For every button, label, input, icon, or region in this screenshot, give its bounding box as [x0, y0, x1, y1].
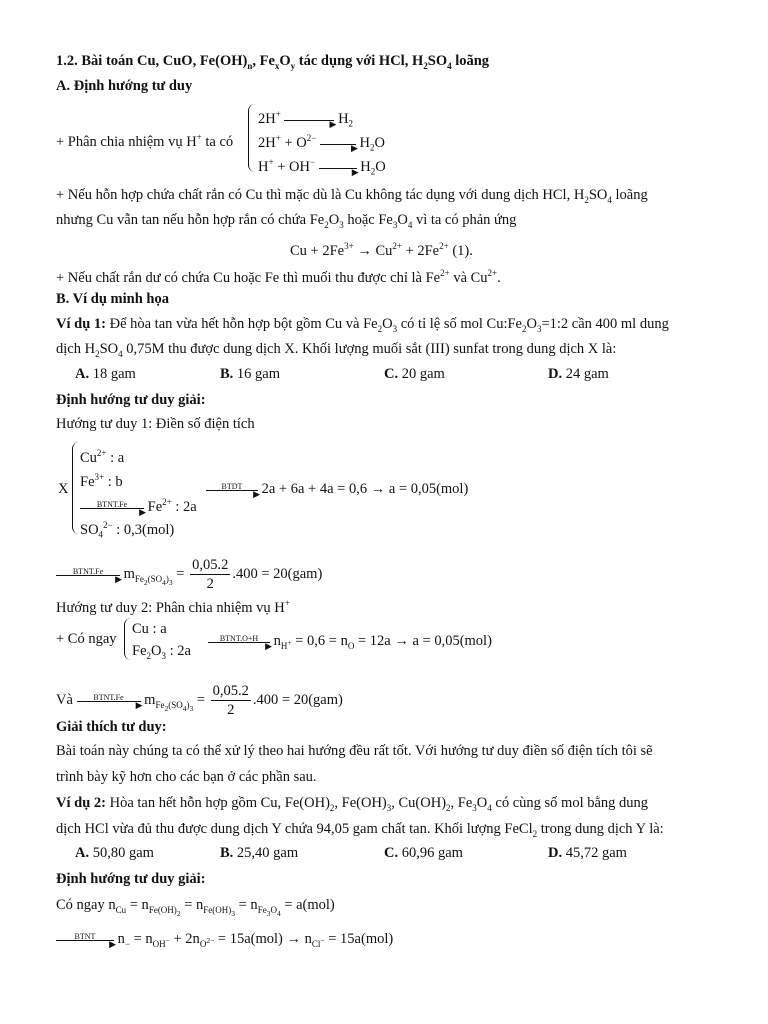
section-a-title: A. Định hướng tư duy: [56, 78, 193, 94]
section-heading: 1.2. Bài toán Cu, CuO, $Fe(OH)_n$, $Fe_xO_y$ tác dụng với HCl, $H_2SO_4$ loãng: [56, 53, 490, 71]
ex1-answer-a[interactable]: A. 18 gam: [75, 366, 136, 382]
example-1-question-cont: dịch $H_2SO_4$ 0,75M thu được dung dịch X. Khối lượng muối sắt (III) sunfat trong dung dịch X là:: [56, 341, 617, 359]
reaction-3: H+ + OH− ▶ $H_2O$: [258, 157, 386, 177]
paragraph-2: + Nếu chất rắn dư có chứa Cu hoặc Fe thì muối thu được chỉ là $Fe^{2+}$ và $Cu^{2+}$.: [56, 268, 501, 286]
paragraph-1: + Nếu hỗn hợp chứa chất rắn có Cu thì mặc dù là Cu không tác dụng với dung dịch HCl, $H_2SO_4$ loãng: [56, 187, 648, 205]
x-brace: [72, 442, 79, 534]
ex2-answer-b[interactable]: B. 25,40 gam: [220, 845, 299, 861]
approach-2: Hướng tư duy 2: Phân chia nhiệm vụ H+: [56, 598, 290, 616]
example-2-question-cont: dịch HCl vừa đủ thu được dung dịch Y chứa 94,05 gam chất tan. Khối lượng FeCl$_2$ trong dung dịch Y là:: [56, 821, 664, 839]
solution-heading: Định hướng tư duy giải:: [56, 392, 206, 408]
sys2-cu: Cu : a: [132, 621, 167, 637]
mass-calc-1: BTNT.Fe ▶ $m_{Fe_2(SO_4)_3}$ = $\frac{0,05.2}{2}$ .400 = 20(gam): [56, 556, 322, 593]
example-2-question: Ví dụ 2: Hòa tan hết hỗn hợp gồm Cu, $Fe(OH)_2$, $Fe(OH)_3$, $Cu(OH)_2$, $Fe_3O_4$ có cùng số mol bằng dung: [56, 795, 649, 813]
ex2-answer-d[interactable]: D. 45,72 gam: [548, 845, 627, 861]
explain-heading: Giải thích tư duy:: [56, 719, 167, 735]
paragraph-1b: nhưng Cu vẫn tan nếu hỗn hợp rắn có chứa $Fe_2O_3$ hoặc $Fe_3O_4$ vì ta có phản ứng: [56, 212, 517, 230]
mole-equality: Có ngay $n_{Cu} = n_{Fe(OH)_2} = n_{Fe(OH)_3} = n_{Fe_3O_4} = a(mol)$: [56, 897, 335, 918]
example-1-question: Ví dụ 1: Để hòa tan vừa hết hỗn hợp bột gồm Cu và $Fe_2O_3$ có tỉ lệ số mol $Cu:Fe_2O_3=1:2$ cần 400 ml dung: [56, 316, 669, 334]
ex1-answer-d[interactable]: D. 24 gam: [548, 366, 609, 382]
approach-1: Hướng tư duy 1: Điền số điện tích: [56, 416, 255, 432]
h-balance: BTNT.O+H ▶ $n_{H^+} = 0,6 = n_O = 12a \to a = 0,05(mol)$: [208, 632, 492, 655]
ex2-answer-a[interactable]: A. 50,80 gam: [75, 845, 154, 861]
reaction-2: $2H^+ + O^{2-}$ ▶ $H_2O$: [258, 133, 386, 153]
section-b-title: B. Ví dụ minh họa: [56, 291, 169, 307]
ex1-answer-b[interactable]: B. 16 gam: [220, 366, 281, 382]
equation-1: $Cu + 2Fe^{3+} \to Cu^{2+} + 2Fe^{2+}$ (1).: [290, 241, 473, 259]
charge-balance: BTDT ▶ 2a + 6a + 4a = 0,6 → a = 0,05(mol): [206, 480, 468, 498]
ex2-answer-c[interactable]: C. 60,96 gam: [384, 845, 463, 861]
co-ngay: + Có ngay: [56, 631, 117, 647]
sys2-brace: [124, 618, 131, 660]
ion-fe2: BTNT.Fe ▶ $Fe^{2+}$ : 2a: [80, 493, 197, 516]
reaction-1: 2H+ ▶ $H_2$: [258, 109, 354, 129]
ion-so4: $SO_4^{2-}$ : 0,3(mol): [80, 520, 175, 540]
mass-calc-2: Và BTNT.Fe ▶ $m_{Fe_2(SO_4)_3}$ = $\frac{0,05.2}{2}$ .400 = 20(gam): [56, 683, 343, 718]
chloride-balance: BTNT ▶ $n_- = n_{OH^-} + 2n_{O^{2-}} = 15a(mol) \to n_{Cl^-} = 15a(mol)$: [56, 930, 393, 953]
ion-fe3: $Fe^{3+}$ : b: [80, 472, 123, 490]
brace: [248, 104, 255, 172]
solution-heading-2: Định hướng tư duy giải:: [56, 871, 206, 887]
explain-line-1: Bài toán này chúng ta có thể xử lý theo hai hướng đều rất tốt. Với hướng tư duy điền số điện tích tôi sẽ: [56, 743, 653, 759]
sys2-fe2o3: $Fe_2O_3$ : 2a: [132, 643, 191, 661]
ion-cu: $Cu^{2+}$ : a: [80, 448, 125, 466]
x-label: X: [58, 481, 69, 497]
partition-intro: + Phân chia nhiệm vụ H+ ta có: [56, 132, 234, 150]
explain-line-2: trình bày kỹ hơn cho các bạn ở các phần sau.: [56, 769, 317, 785]
ex1-answer-c[interactable]: C. 20 gam: [384, 366, 445, 382]
